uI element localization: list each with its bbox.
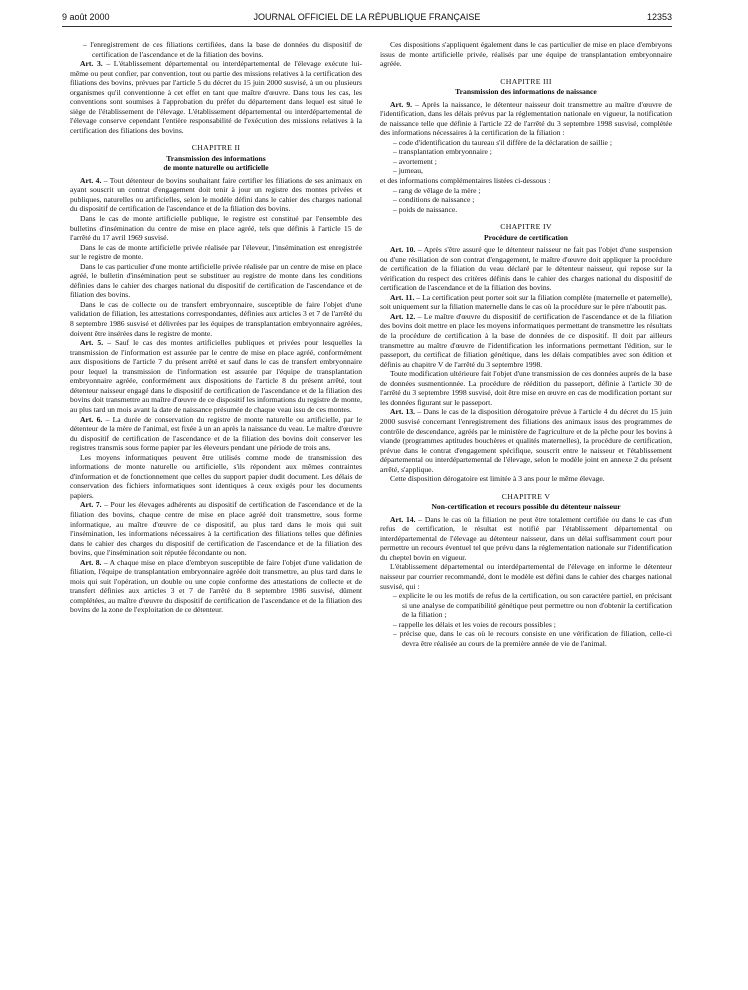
article-text: – La certification peut porter soit sur la filiation complète (maternelle et paternelle), soit uniquement sur la filiation maternelle dans le cas où la procédure sur le père n'aboutit pas. (380, 292, 672, 312)
paragraph: Dans le cas de collecte ou de transfert embryonnaire, susceptible de faire l'objet d'une validation de filiation, les attestations correspondantes, définies aux articles 3 et 7 de l'arrêté du 8 septembre 1986 susvisé et délivrées par les équipes de transplantation embryonnaire agréées, doivent être insérées dans le registre de monte. (70, 299, 362, 338)
list-item: – jumeau, (393, 166, 423, 176)
list-item: – précise que, dans le cas où le recours consiste en une vérification de filiation, celle-ci devra être réalisée au cours de la première année de vie de l'animal. (393, 629, 672, 648)
list-item: – conditions de naissance ; (393, 195, 475, 205)
article-label: Art. 7. (80, 500, 102, 510)
article-text: – L'établissement départemental ou interdépartemental de l'élevage exécute lui-même ou peut confier, par convention, tout ou partie des missions relatives à la certification des filiations des bovins, prévues par l'article 5 du décret du 15 juin 2000 susvisé, à un ou plusieurs organismes qu'il conventionne à cet effet en tant que maître d'œuvre. Dans tous les cas, les conventions sont soumises à l'approbation du préfet du département dans lequel est situé le siège de l'établissement de l'élevage. L'établissement départemental ou interdépartemental de l'élevage conserve cependant l'entière responsabilité de l'exécution des missions relatives à la certification des filiations des bovins. (70, 59, 362, 135)
paragraph: Cette disposition dérogatoire est limitée à 3 ans pour le même élevage. (390, 474, 605, 484)
article-label: Art. 13. (390, 407, 416, 417)
chapter-3-heading: CHAPITRE III (500, 76, 552, 86)
article-label: Art. 10. (390, 245, 416, 255)
article-4 (70, 176, 362, 214)
paragraph: Toute modification ultérieure fait l'objet d'une transmission de ces données auprès de la base de données susmentionnée. La procédure de réédition du passeport, définie à l'article 30 de l'arrêté du 3 septembre 1998 susvisé, doit être mise en œuvre en cas de modification portant sur les données figurant sur le passeport. (380, 369, 672, 407)
paragraph: Dans le cas particulier d'une monte artificielle privée réalisée par un centre de mise en place agréé, le bulletin d'insémination peut se substituer au registre de monte dans les conditions définies dans le cahier des charges national du dispositif de certification de l'ascendance et de filiation des bovins. (70, 261, 362, 300)
article-text: – Le maître d'œuvre du dispositif de certification de l'ascendance et de la filiation des bovins doit mettre en place les moyens informatiques permettant de transmettre les résultats de la procédure de certification à la base de données de ce dispositif. Il doit par ailleurs transmettre au maître d'œuvre de l'identification les informations permettant l'édition, sur le passeport, du certificat de filiation génétique, dans les délais compatibles avec son édition et définis au chapitre V de l'arrêté du 3 septembre 1998. (380, 311, 672, 369)
list-item: – transplantation embryonnaire ; (393, 147, 492, 157)
chapter-4-heading: CHAPITRE IV (500, 222, 552, 232)
article-label: Art. 6. (80, 414, 103, 424)
article-14 (380, 515, 672, 563)
chapter-3-title: Transmission des informations de naissance (455, 87, 597, 97)
chapter-5-heading: CHAPITRE V (501, 491, 551, 501)
article-text: – Dans le cas où la filiation ne peut être totalement certifiée ou dans le cas d'un refus de certification, le résultat est notifié par l'établissement départemental ou interdépartemental de l'élevage au détenteur naisseur, dans un délai suffisamment court pour permettre un recours éventuel tel que prévu dans la réglementation nationale sur l'identification du cheptel bovin en vigueur. (380, 514, 672, 562)
article-label: Art. 9. (390, 99, 413, 109)
article-6 (70, 415, 362, 453)
list-item: – rappelle les délais et les voies de recours possibles ; (393, 619, 556, 629)
chapter-4-title: Procédure de certification (483, 232, 569, 242)
paragraph: Dans le cas de monte artificielle publique, le registre est constitué par l'ensemble des bulletins d'insémination du centre de mise en place agréé, tels que définis à l'article 15 de l'arrêté du 17 avril 1969 susvisé. (70, 214, 362, 243)
chapter-2-heading: CHAPITRE II (191, 143, 241, 153)
chapter-title-line: Transmission des informations (166, 154, 266, 164)
article-13 (380, 407, 672, 474)
article-9 (380, 100, 672, 138)
article-label: Art. 8. (80, 557, 102, 567)
left-column (70, 40, 362, 615)
article-7 (70, 500, 362, 557)
paragraph: Dans le cas de monte artificielle privée réalisée par l'éleveur, l'insémination est enregistrée sur le registre de monte. (70, 242, 362, 262)
publication-date: 9 août 2000 (62, 12, 110, 22)
article-10 (380, 245, 672, 293)
paragraph: et des informations complémentaires listées ci-dessous : (380, 175, 551, 185)
article-text: – Pour les élevages adhérents au dispositif de certification de l'ascendance et de la filiation des bovins, chaque centre de mise en place agréé doit transmettre, sous forme informatique, au maître d'œuvre de ce dispositif, au plus tard dans le mois qui suit l'insémination, les informations nécessaires à la certification des filiations telles que définies dans le cahier des charges du dispositif de certification de l'ascendance et de la filiation des bovins, que l'insémination soit réputée fécondante ou non. (70, 500, 362, 558)
article-text: – Après la naissance, le détenteur naisseur doit transmettre au maître d'œuvre de l'identification, dans les délais prévus par la réglementation nationale en vigueur, la notification de naissance telle que définie à l'article 22 de l'arrêté du 3 septembre 1998 susvisé, complétée des informations nécessaires à la certification de la filiation : (380, 99, 672, 138)
article-text: – Après s'être assuré que le détenteur naisseur ne fait pas l'objet d'une suspension ou d'une résiliation de son contrat d'engagement, le maître d'œuvre doit appliquer la procédure de certification de la filiation du veau déclaré par le détenteur naisseur, qui repose sur la vérification du respect des critères définis dans le cahier des charges national du dispositif de certification de l'ascendance et de la filiation des bovins. (380, 245, 672, 293)
right-column (380, 40, 672, 648)
article-label: Art. 12. (390, 311, 416, 321)
article-text: – La durée de conservation du registre de monte naturelle ou artificielle, par le détenteur de la mère de l'animal, est fixée à un an après la naissance du veau. Le maître d'œuvre du dispositif de certification de l'ascendance et de la filiation des bovins doit conserver les registres transmis sous forme papier par les éleveurs pendant une période de trois ans. (70, 414, 362, 453)
page-number: 12353 (646, 12, 672, 22)
list-item: – l'enregistrement de ces filiations certifiées, dans la base de données du dispositif de certification de l'ascendance et de la filiation des bovins. (83, 40, 362, 59)
list-item: – explicite le ou les motifs de refus de la certification, ou son caractère partiel, en précisant si une analyse de compatibilité génétique peut permettre ou non d'obtenir la certification de la filiation ; (393, 591, 672, 620)
article-11 (380, 293, 672, 312)
paragraph: Les moyens informatiques peuvent être utilisés comme mode de transmission des informations de monte naturelle ou artificielle, s'ils répondent aux mêmes contraintes d'information et de fonctionnement que celles du support papier dudit document. Les délais de conservation des fichiers informatiques sont identiques à ceux exigés pour les documents papiers. (70, 452, 362, 500)
list-item: – avortement ; (393, 156, 437, 166)
page-header (62, 8, 672, 27)
article-3 (70, 59, 362, 135)
article-label: Art. 3. (80, 59, 103, 69)
article-label: Art. 11. (390, 292, 415, 302)
chapter-5-title: Non-certification et recours possible du détenteur naisseur (431, 502, 621, 512)
journal-title: JOURNAL OFFICIEL DE LA RÉPUBLIQUE FRANÇAISE (253, 12, 481, 22)
article-12 (380, 312, 672, 369)
article-text: – Tout détenteur de bovins souhaitant faire certifier les filiations de ses animaux en ayant souscrit un contrat d'engagement doit tenir à jour un registre des montes privées et publiques, naturelles ou artificielles, selon le modèle défini dans le cahier des charges national du dispositif de certification de l'ascendance et de la filiation des bovins. (70, 175, 362, 214)
paragraph: Ces dispositions s'appliquent également dans le cas particulier de mise en place d'embryons issus de monte artificielle privée, réalisés par une équipe de transplantation embryonnaire agréée. (380, 40, 672, 69)
article-label: Art. 5. (80, 338, 104, 348)
article-text: – Dans le cas de la disposition dérogatoire prévue à l'article 4 du décret du 15 juin 2000 susvisé concernant l'enregistrement des filiations des animaux issus des programmes de contrôle de descendance, agréés par le ministère de l'agriculture et de la pêche pour les bovins à viande (programmes aptitudes bouchères et qualités maternelles), la procédure de certification, prévue dans le contrat d'engagement spécifique, souscrit entre le naisseur et l'établissement départemental ou interdépartemental de l'élevage, selon le modèle joint en annexe 2 du présent arrêté, s'applique. (380, 407, 672, 474)
article-8 (70, 558, 362, 615)
article-text: – Sauf le cas des montes artificielles publiques et privées pour lesquelles la transmission de l'information est assurée par le centre de mise en place agréé, conformément aux dispositions de l'article 7 du présent arrêté et sauf dans le cas de transfert embryonnaire pour lequel la transmission de l'information est assurée par l'équipe de transplantation embryonnaire agréée, conformément aux dispositions de l'article 8 du présent arrêté, tout détenteur naisseur engagé dans le dispositif de certification de l'ascendance et de la filiation des bovins doit transmettre au maître d'œuvre de ce dispositif les informations du registre de monte, au plus tard un mois avant la date de naissance présumée de chaque veau issu de ces montes. (70, 338, 362, 414)
article-5 (70, 338, 362, 414)
article-text: – A chaque mise en place d'embryon susceptible de faire l'objet d'une validation de filiation, l'équipe de transplantation embryonnaire agréée doit transmettre, au plus tard dans le mois qui suit l'opération, un double ou une copie conforme des attestations de collecte et de transfert définies aux articles 3 et 7 de l'arrêté du 8 septembre 1986 susvisé, dûment complétées, au maître d'œuvre du dispositif de certification de l'ascendance et de la filiation des bovins de la zone de l'exploitation de ce détenteur. (70, 557, 362, 615)
list-item: – rang de vêlage de la mère ; (393, 185, 481, 195)
list-item: – code d'identification du taureau s'il diffère de la déclaration de saillie ; (393, 137, 612, 147)
article-label: Art. 14. (390, 514, 416, 524)
article-label: Art. 4. (80, 175, 102, 185)
list-item: – poids de naissance. (393, 204, 458, 214)
paragraph: L'établissement départemental ou interdépartemental de l'élevage en informe le détenteur naisseur par courrier recommandé, dont le modèle est défini dans le cahier des charges national susvisé, qui : (380, 562, 672, 591)
chapter-title-line: de monte naturelle ou artificielle (163, 163, 269, 173)
chapter-2-title (70, 154, 362, 173)
